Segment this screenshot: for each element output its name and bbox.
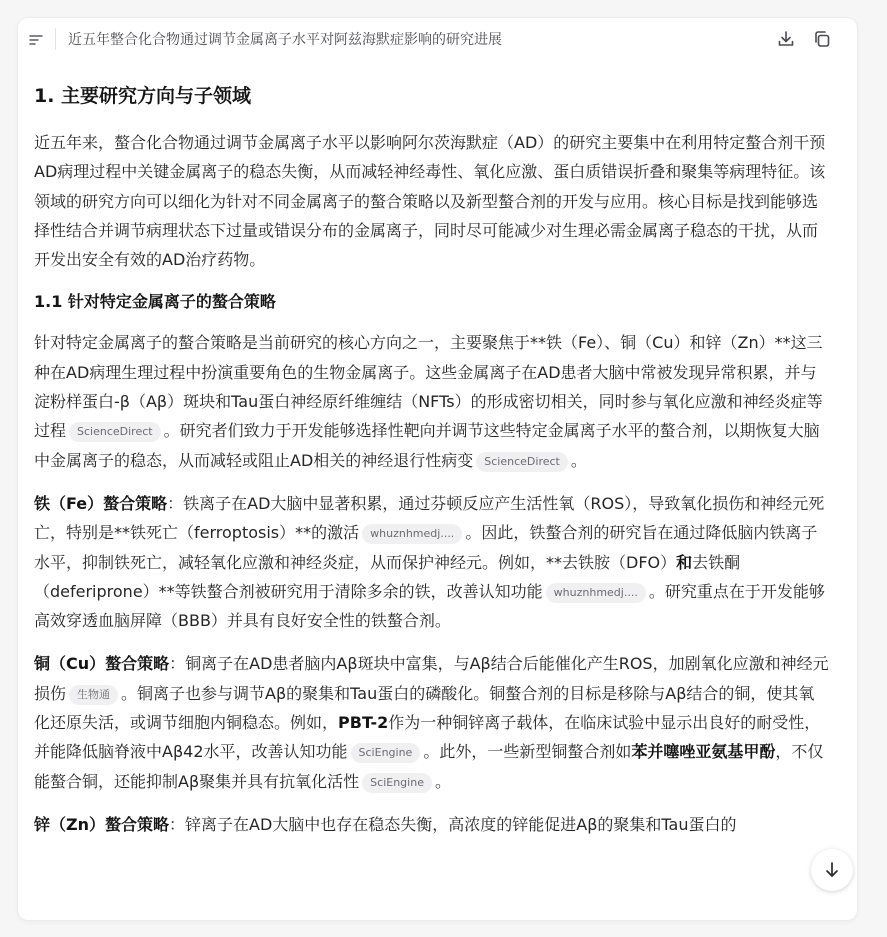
copper-bold-pbt2: PBT-2: [338, 713, 389, 733]
intro-text-c: 。: [570, 450, 587, 470]
copper-text-d: 。此外，一些新型铜螯合剂如: [423, 742, 632, 762]
iron-text-d: 。研究重点在于开发能够高效穿透血脑屏障（BBB）并具有良好安全性的铁螯合剂。: [34, 581, 825, 631]
intro-text-b: 。研究者们致力于开发能够选择性靶向并调节这些特定金属离子水平的螯合剂，以期恢复大脑中金属离子的稳态，从而减轻或阻止AD相关的神经退行性病变: [34, 421, 820, 470]
document-panel: [18, 18, 857, 920]
section-1-1-intro: [34, 328, 830, 474]
copper-strategy-paragraph: [34, 649, 830, 795]
citation-chip[interactable]: ScienceDirect: [476, 452, 568, 472]
copper-text-f: 。: [434, 771, 451, 791]
copper-bold-compound: 苯并噻唑亚氨基甲酚: [631, 742, 776, 762]
document-content: [34, 80, 830, 853]
iron-strategy-label: 铁（Fe）螯合策略: [34, 493, 168, 513]
section-heading-1: 1. 主要研究方向与子领域: [34, 85, 252, 107]
zinc-strategy-paragraph: [34, 810, 830, 839]
citation-chip[interactable]: whuznhmedj....: [546, 583, 646, 603]
download-button[interactable]: [774, 27, 798, 51]
scroll-to-bottom-button[interactable]: [811, 849, 853, 891]
intro-text-a: 针对特定金属离子的螯合策略是当前研究的核心方向之一，主要聚焦于**铁（Fe）、铜（Cu）和锌（Zn）**这三种在AD病理生理过程中扮演重要角色的生物金属离子。这些金属离子在AD患者大脑中常被发现异常积累，并与淀粉样蛋白-β（Aβ）斑块和Tau蛋白神经原纤维缠结（NFTs）的形成密切相关，同时参与氧化应激和神经炎症等过程: [34, 333, 823, 441]
iron-text-b: 。因此，铁螯合剂的研究旨在通过降低脑内铁离子水平，抑制铁死亡，减轻氧化应激和神经炎症，从而保护神经元。例如，**去铁胺（DFO）: [34, 523, 818, 572]
document-title: 近五年整合化合物通过调节金属离子水平对阿兹海默症影响的研究进展: [68, 32, 502, 48]
iron-strategy-paragraph: [34, 489, 830, 635]
iron-text-c: 去铁酮（deferiprone）**等铁螯合剂被研究用于清除多余的铁，改善认知功能: [34, 552, 741, 601]
citation-chip[interactable]: whuznhmedj....: [362, 524, 462, 544]
zinc-strategy-label: 锌（Zn）螯合策略: [34, 814, 169, 834]
copper-text-a: ：铜离子在AD患者脑内Aβ斑块中富集，与Aβ结合后能催化产生ROS，加剧氧化应激和神经元损伤: [34, 654, 829, 703]
section-1-paragraph: 近五年来，螯合化合物通过调节金属离子水平以影响阿尔茨海默症（AD）的研究主要集中在利用特定螯合剂干预AD病理过程中关键金属离子的稳态失衡，从而减轻神经毒性、氧化应激、蛋白质错误折叠和聚集等病理特征。该领域的研究方向可以细化为针对不同金属离子的螯合策略以及新型螯合剂的开发与应用。核心目标是找到能够选择性结合并调节病理状态下过量或错误分布的金属离子，同时尽可能减少对生理必需金属离子稳态的干扰，从而开发出安全有效的AD治疗药物。: [34, 133, 826, 270]
zinc-text-a: ：锌离子在AD大脑中也存在稳态失衡，高浓度的锌能促进Aβ的聚集和Tau蛋白的: [169, 814, 737, 834]
download-icon: [777, 30, 795, 48]
copper-text-c: 作为一种铜锌离子载体，在临床试验中显示出良好的耐受性，并能降低脑脊液中Aβ42水平，改善认知功能: [34, 713, 821, 762]
citation-chip[interactable]: SciEngine: [351, 743, 421, 763]
document-header: [18, 18, 857, 60]
section-heading-1-1: 1.1 针对特定金属离子的螯合策略: [34, 292, 276, 312]
header-divider: [55, 28, 56, 50]
citation-chip[interactable]: 生物通: [69, 685, 118, 705]
iron-text-a: ：铁离子在AD大脑中显著积累，通过芬顿反应产生活性氧（ROS），导致氧化损伤和神经元死亡，特别是**铁死亡（ferroptosis）**的激活: [34, 493, 825, 543]
copper-text-e: ，不仅能螯合铜，还能抑制Aβ聚集并具有抗氧化活性: [34, 742, 824, 791]
menu-icon[interactable]: [29, 32, 43, 46]
citation-chip[interactable]: SciEngine: [362, 773, 432, 793]
copper-text-b: 。铜离子也参与调节Aβ的聚集和Tau蛋白的磷酸化。铜螯合剂的目标是移除与Aβ结合的铜，使其氧化还原失活，或调节细胞内铜稳态。例如，: [34, 683, 815, 733]
copy-icon: [813, 30, 831, 48]
copy-button[interactable]: [810, 27, 834, 51]
arrow-down-icon: [824, 861, 840, 879]
iron-bold-and: 和: [676, 552, 693, 572]
citation-chip[interactable]: ScienceDirect: [69, 422, 161, 442]
copper-strategy-label: 铜（Cu）螯合策略: [34, 654, 170, 674]
